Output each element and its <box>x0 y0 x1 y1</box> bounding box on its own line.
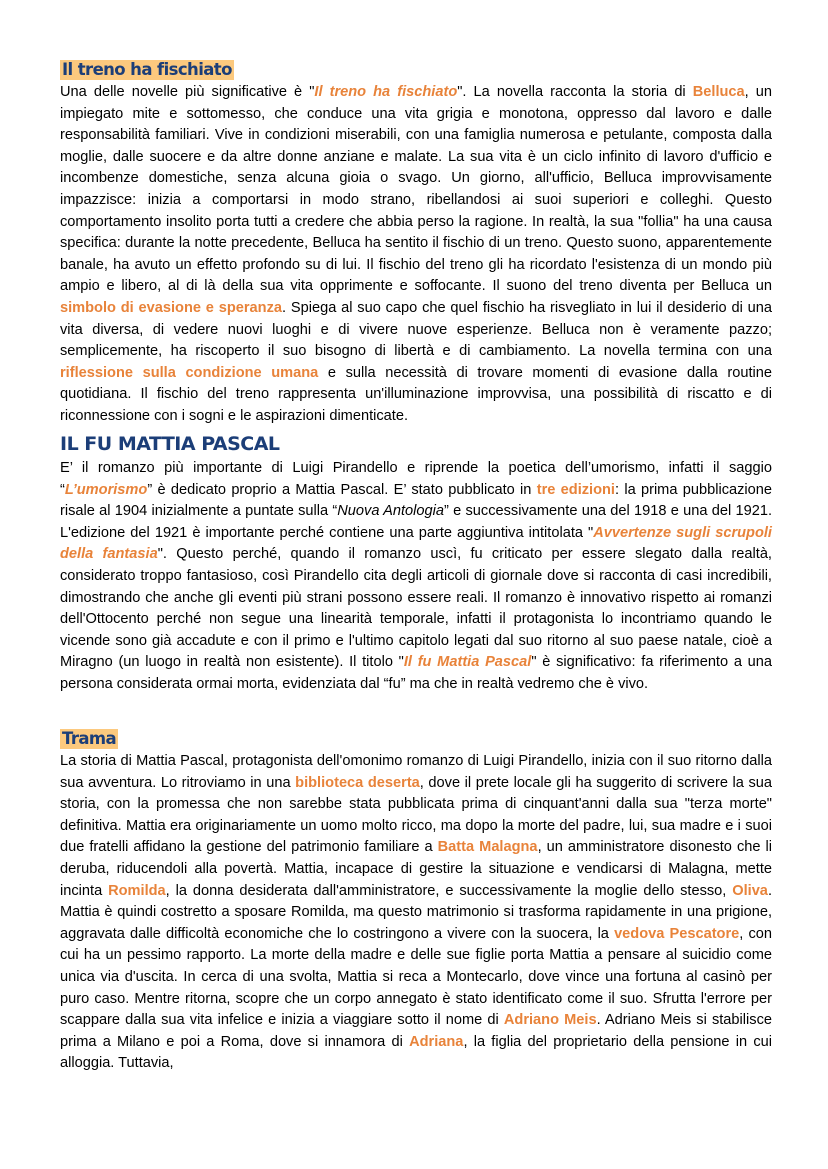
section-treno <box>60 60 772 428</box>
text-run: Una delle novelle più significative è " <box>60 84 315 100</box>
text-run: , la donna desiderata dall'amministratore, e successivamente la moglie dello stesso, <box>165 882 733 899</box>
text-run: . Spiega al suo capo che quel fischio ha risvegliato in lui il desiderio di una vita diversa, di vedere nuovi luoghi e di vivere nuove esperienze. Belluca non è veramente pazzo; semplicemente, ha riscoperto il suo bisogno di libertà e di cambiamento. La novella termina con una <box>60 299 772 360</box>
highlight-term: vedova Pescatore <box>614 925 740 942</box>
text-run: La storia di Mattia Pascal, protagonista dell'omonimo romanzo di Luigi Pirandello, inizia con il suo ritorno dalla sua avventura. Lo ritroviamo in una <box>60 753 772 791</box>
highlight-term: Adriano Meis <box>503 1012 597 1029</box>
text-run: , con cui ha un pessimo rapporto. La morte della madre e delle sue figlie porta Mattia a pensare al suicidio come unica via d'uscita. In cerca di una svolta, Mattia si reca a Montecarlo, dove vince una fortuna al casinò per puro caso. Mentre ritorna, scopre che un corpo annegato è stato identificato come il suo. Sfrutta l'errore per scappare dalla sua vita infelice e inizia a viaggiare sotto il nome di <box>60 925 772 1029</box>
text-run: : la prima pubblicazione risale al 1904 inizialmente a puntate sulla “ <box>60 481 772 520</box>
section-title-mattia-pascal: IL FU MATTIA PASCAL <box>60 433 280 455</box>
section-trama <box>60 729 772 1075</box>
highlight-term: Romilda <box>108 882 166 899</box>
text-run: ". Questo perché, quando il romanzo uscì, fu criticato per essere slegato dalla realtà, considerato troppo fantasioso, così Pirandello cita degli articoli di giornale dove si racconta di casi incredibili, dimostrando che anche gli eventi più strani possono essere reali. Il romanzo è innovativo rispetto ai romanzi dell'Ottocento perché non segue una linearità temporale, infatti il protagonista lo incontriamo quando le vicende sono già accadute e con il primo e l'ultimo capitolo legati dal suo ritorno al suo paese natale, cioè a Miragno (un luogo in realtà non esistente). Il titolo " <box>60 546 772 671</box>
text-run: , un amministratore disonesto che li deruba, riducendoli alla povertà. Mattia, incapace di gestire la situazione e vendicarsi di Malagna, mette incinta <box>60 839 772 899</box>
highlight-term: Batta Malagna <box>437 839 538 856</box>
paragraph-mattia-pascal <box>60 458 772 696</box>
text-run: , dove il prete locale gli ha suggerito di scrivere la sua storia, con la promessa che non sarebbe stata pubblicata prima di cinquant'anni dalla sua "terza morte" definitiva. Mattia era originariamente un uomo molto ricco, ma dopo la morte del padre, lui, sua madre e i suoi due fratelli affidano la gestione del patrimonio familiare a <box>60 774 772 856</box>
text-run: ” è dedicato proprio a Mattia Pascal. E’ stato pubblicato in <box>147 481 537 498</box>
section-title-treno <box>60 60 772 80</box>
text-run: , la figlia del proprietario della pensione in cui alloggia. Tuttavia, <box>60 1033 772 1072</box>
highlight-term: Avvertenze sugli scrupoli della fantasia <box>60 524 772 563</box>
highlight-term: Oliva <box>732 882 768 899</box>
section-mattia-pascal <box>60 432 772 696</box>
highlight-term: simbolo di evasione e speranza <box>60 299 283 316</box>
text-run: . Mattia è quindi costretto a sposare Romilda, ma questo matrimonio si trasforma rapidamente in una prigione, aggravata dalle difficoltà economiche che lo costringono a vivere con la suocera, la <box>60 882 772 942</box>
section-title-trama <box>60 729 772 749</box>
highlight-term: L’umorismo <box>64 481 148 498</box>
text-run: . Adriano Meis si stabilisce prima a Milano e poi a Roma, dove si innamora di <box>60 1012 772 1050</box>
text-run: e sulla necessità di trovare momenti di evasione dalla routine quotidiana. Il fischio del treno rappresenta un'illuminazione improvvisa, una possibilità di riscatto e di riconnessione con i sogni e le aspirazioni dimenticate. <box>60 364 772 424</box>
text-run: E’ il romanzo più importante di Luigi Pirandello e riprende la poetica dell’umorismo, infatti il saggio “ <box>60 460 772 498</box>
highlight-term: biblioteca deserta <box>295 774 420 791</box>
text-run: ” e successivamente una del 1918 e una del 1921. L'edizione del 1921 è importante perché contiene una parte aggiuntiva intitolata " <box>60 503 772 541</box>
text-run: " è significativo: fa riferimento a una persona considerata ormai morta, evidenziata dal “fu” ma che in realtà vedremo che è vivo. <box>60 654 773 692</box>
paragraph-treno <box>60 82 772 428</box>
highlight-term: Il fu Mattia Pascal <box>403 654 532 671</box>
heading-highlight: Trama <box>62 729 117 748</box>
text-run: , un impiegato mite e sottomesso, che conduce una vita grigia e monotona, oppresso dal lavoro e dalle responsabilità familiari. Vive in condizioni miserabili, con una famiglia numerosa e petulante, composta dalla moglie, dalle suocere e da altre donne anziane e malate. La sua vita è un ciclo infinito di lavoro d'ufficio e incombenze domestiche, senza alcuna gioia o svago. Un giorno, all'ufficio, Belluca improvvisamente impazzisce: inizia a comportarsi in modo strano, ribellandosi ai suoi superiori e colleghi. Questo comportamento insolito porta tutti a credere che abbia perso la ragione. In realtà, la sua "follia" ha una causa specifica: durante la notte precedente, Belluca ha sentito il fischio di un treno. Questo suono, apparentemente banale, ha avuto un effetto profondo su di lui. Il fischio del treno gli ha ricordato l'esistenza di un mondo più ampio e libero, al di là della sua vita opprimente e soffocante. Il suono del treno diventa per Belluca un <box>60 84 773 295</box>
highlight-term: Adriana <box>409 1033 464 1050</box>
text-run: ". La novella racconta la storia di <box>457 84 693 100</box>
paragraph-trama <box>60 751 772 1075</box>
highlight-term: Il treno ha fischiato <box>314 84 458 100</box>
heading-highlight: Il treno ha fischiato <box>62 60 232 79</box>
italic-term: Nuova Antologia <box>337 503 445 520</box>
highlight-term: tre edizioni <box>536 481 615 498</box>
highlight-term: Belluca <box>692 84 745 100</box>
highlight-term: riflessione sulla condizione umana <box>60 364 319 381</box>
